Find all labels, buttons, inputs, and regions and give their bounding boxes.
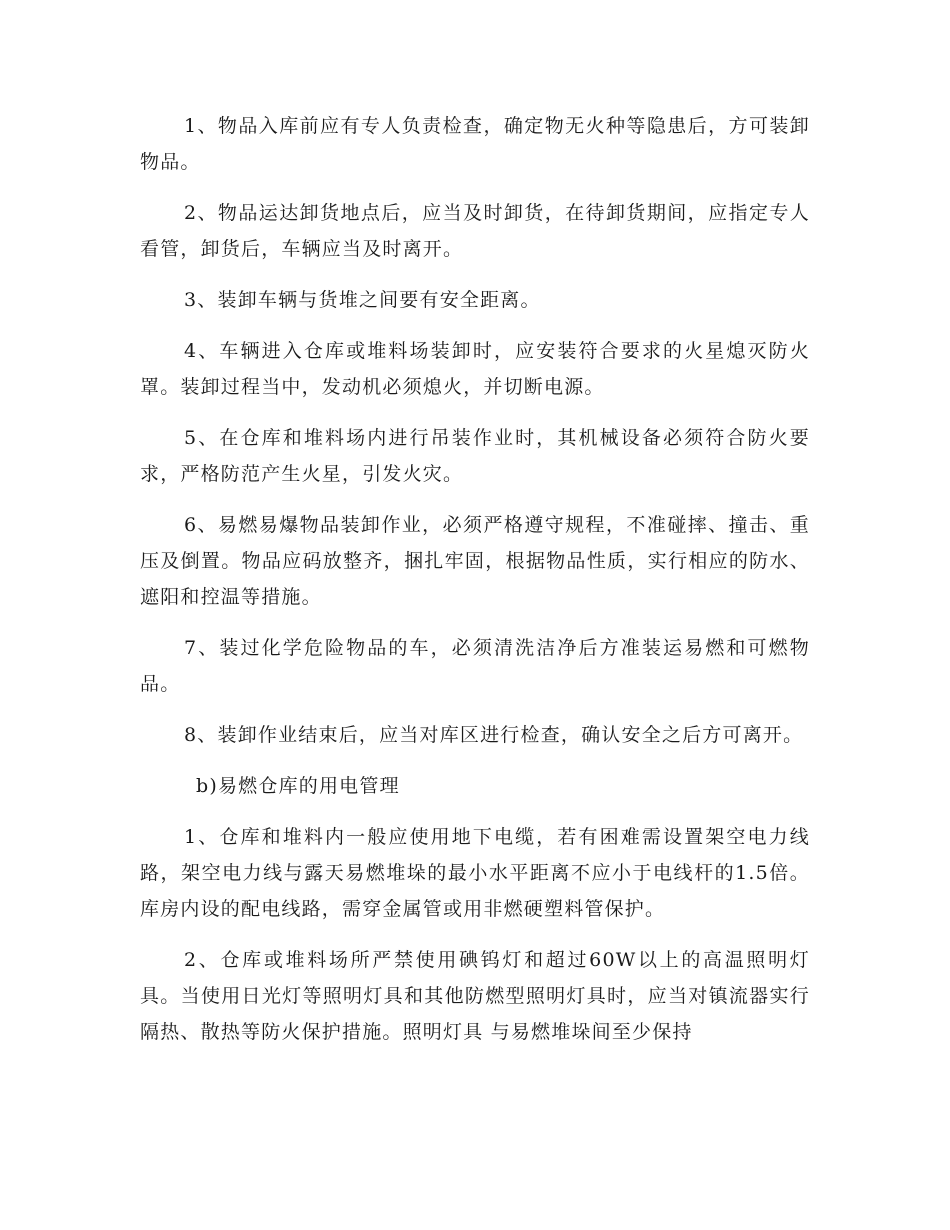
paragraph-8: 8、装卸作业结束后，应当对库区进行检查，确认安全之后方可离开。 (184, 724, 804, 746)
section-paragraph-1: 1、仓库和堆料内一般应使用地下电缆，若有困难需设置架空电力线路，架空电力线与露天易燃堆垛的最小水平距离不应小于电线杆的1.5倍。库房内设的配电线路，需穿金属管或用非燃硬塑料管保护。 (140, 826, 810, 920)
paragraph-6: 6、易燃易爆物品装卸作业，必须严格遵守规程，不准碰摔、撞击、重压及倒置。物品应码放整齐，捆扎牢固，根据物品性质，实行相应的防水、遮阳和控温等措施。 (140, 514, 810, 608)
section-heading: b)易燃仓库的用电管理 (196, 775, 400, 797)
paragraph-4: 4、车辆进入仓库或堆料场装卸时，应安装符合要求的火星熄灭防火罩。装卸过程当中，发动机必须熄火，并切断电源。 (140, 340, 810, 398)
paragraph-1: 1、物品入库前应有专人负责检查，确定物无火种等隐患后，方可装卸物品。 (140, 115, 810, 173)
paragraph-5: 5、在仓库和堆料场内进行吊装作业时，其机械设备必须符合防火要求，严格防范产生火星，引发火灾。 (140, 427, 810, 485)
document-body (140, 108, 810, 1065)
paragraph-7: 7、装过化学危险物品的车，必须清洗洁净后方准装运易燃和可燃物品。 (140, 637, 810, 695)
paragraph-2: 2、物品运达卸货地点后，应当及时卸货，在待卸货期间，应指定专人看管，卸货后，车辆应当及时离开。 (140, 202, 810, 260)
paragraph-3: 3、装卸车辆与货堆之间要有安全距离。 (184, 289, 541, 311)
section-paragraph-2: 2、仓库或堆料场所严禁使用碘钨灯和超过60W以上的高温照明灯具。当使用日光灯等照明灯具和其他防燃型照明灯具时，应当对镇流器实行隔热、散热等防火保护措施。照明灯具 与易燃堆垛间至少保持 (140, 949, 810, 1043)
